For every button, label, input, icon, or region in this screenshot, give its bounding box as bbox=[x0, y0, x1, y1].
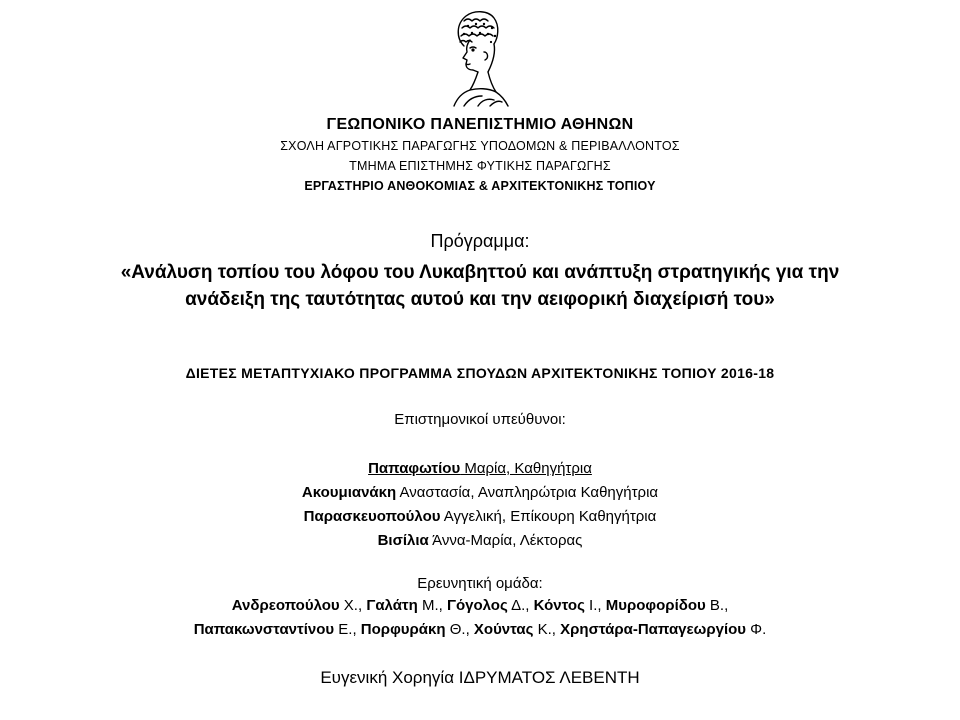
supervisor-4 bbox=[0, 532, 960, 549]
team-member-initial: Ι., bbox=[584, 597, 606, 614]
university-name: ΓΕΩΠΟΝΙΚΟ ΠΑΝΕΠΙΣΤΗΜΙΟ ΑΘΗΝΩΝ bbox=[326, 116, 634, 133]
programme-title bbox=[0, 259, 960, 313]
team-member-surname: Πορφυράκη bbox=[360, 621, 446, 638]
team-member-surname: Ανδρεοπούλου bbox=[231, 597, 340, 614]
school-name: ΣΧΟΛΗ ΑΓΡΟΤΙΚΗΣ ΠΑΡΑΓΩΓΗΣ ΥΠΟΔΟΜΩΝ & ΠΕΡΙΒΑΛΛΟΝΤΟΣ bbox=[280, 139, 680, 153]
team-member-initial: Θ., bbox=[445, 621, 474, 638]
msc-programme-title: ΔΙΕΤΕΣ ΜΕΤΑΠΤΥΧΙΑΚΟ ΠΡΟΓΡΑΜΜΑ ΣΠΟΥΔΩΝ ΑΡΧΙΤΕΚΤΟΝΙΚΗΣ ΤΟΠΙΟΥ 2016-18 bbox=[185, 365, 775, 381]
scientific-supervisors-label: Επιστημονικοί υπεύθυνοι: bbox=[394, 411, 566, 428]
supervisor-surname: Παπαφωτίου bbox=[368, 460, 461, 477]
research-team-line-1 bbox=[0, 597, 960, 614]
supervisor-1 bbox=[0, 460, 960, 477]
team-member-surname: Χούντας bbox=[473, 621, 534, 638]
supervisor-details: Άννα-Μαρία, Λέκτορας bbox=[428, 532, 583, 549]
programme-title-line1: «Ανάλυση τοπίου του λόφου του Λυκαβηττού και ανάπτυξη στρατηγικής για την bbox=[120, 262, 840, 283]
programme-title-line2: ανάδειξη της ταυτότητας αυτού και την αειφορική διαχείρισή του» bbox=[185, 289, 775, 310]
laboratory-name: ΕΡΓΑΣΤΗΡΙΟ ΑΝΘΟΚΟΜΙΑΣ & ΑΡΧΙΤΕΚΤΟΝΙΚΗΣ ΤΟΠΙΟΥ bbox=[304, 179, 656, 193]
team-member-initial: Χ., bbox=[339, 597, 367, 614]
team-member-surname: Παπακωνσταντίνου bbox=[193, 621, 335, 638]
supervisor-surname: Βισίλια bbox=[377, 532, 429, 549]
team-member-initial: Ε., bbox=[334, 621, 361, 638]
department-name: ΤΜΗΜΑ ΕΠΙΣΤΗΜΗΣ ΦΥΤΙΚΗΣ ΠΑΡΑΓΩΓΗΣ bbox=[349, 159, 611, 173]
team-member-surname: Κόντος bbox=[533, 597, 585, 614]
team-member-surname: Μυροφορίδου bbox=[605, 597, 706, 614]
team-member-initial: Μ., bbox=[417, 597, 447, 614]
university-head-emblem-icon bbox=[434, 6, 514, 110]
team-member-initial: Κ., bbox=[533, 621, 561, 638]
sponsor-line: Ευγενική Χορηγία ΙΔΡΥΜΑΤΟΣ ΛΕΒΕΝΤΗ bbox=[320, 668, 640, 687]
supervisor-details: Αναστασία, Αναπληρώτρια Καθηγήτρια bbox=[396, 484, 659, 501]
supervisor-1-underlined bbox=[368, 460, 592, 477]
supervisor-surname: Παρασκευοπούλου bbox=[303, 508, 441, 525]
team-member-initial: Β., bbox=[705, 597, 729, 614]
team-member-surname: Χρηστάρα-Παπαγεωργίου bbox=[560, 621, 746, 638]
team-member-surname: Γόγολος bbox=[446, 597, 508, 614]
supervisor-details: Αγγελική, Επίκουρη Καθηγήτρια bbox=[440, 508, 657, 525]
supervisor-details: Μαρία, Καθηγήτρια bbox=[460, 460, 592, 477]
programme-label: Πρόγραμμα: bbox=[430, 231, 530, 251]
supervisor-2 bbox=[0, 484, 960, 501]
team-member-initial: Φ. bbox=[746, 621, 767, 638]
supervisor-3 bbox=[0, 508, 960, 525]
team-member-initial: Δ., bbox=[507, 597, 534, 614]
research-team-label: Ερευνητική ομάδα: bbox=[417, 575, 543, 592]
research-team-line-2 bbox=[0, 621, 960, 638]
team-member-surname: Γαλάτη bbox=[366, 597, 418, 614]
supervisor-surname: Ακουμιανάκη bbox=[301, 484, 397, 501]
